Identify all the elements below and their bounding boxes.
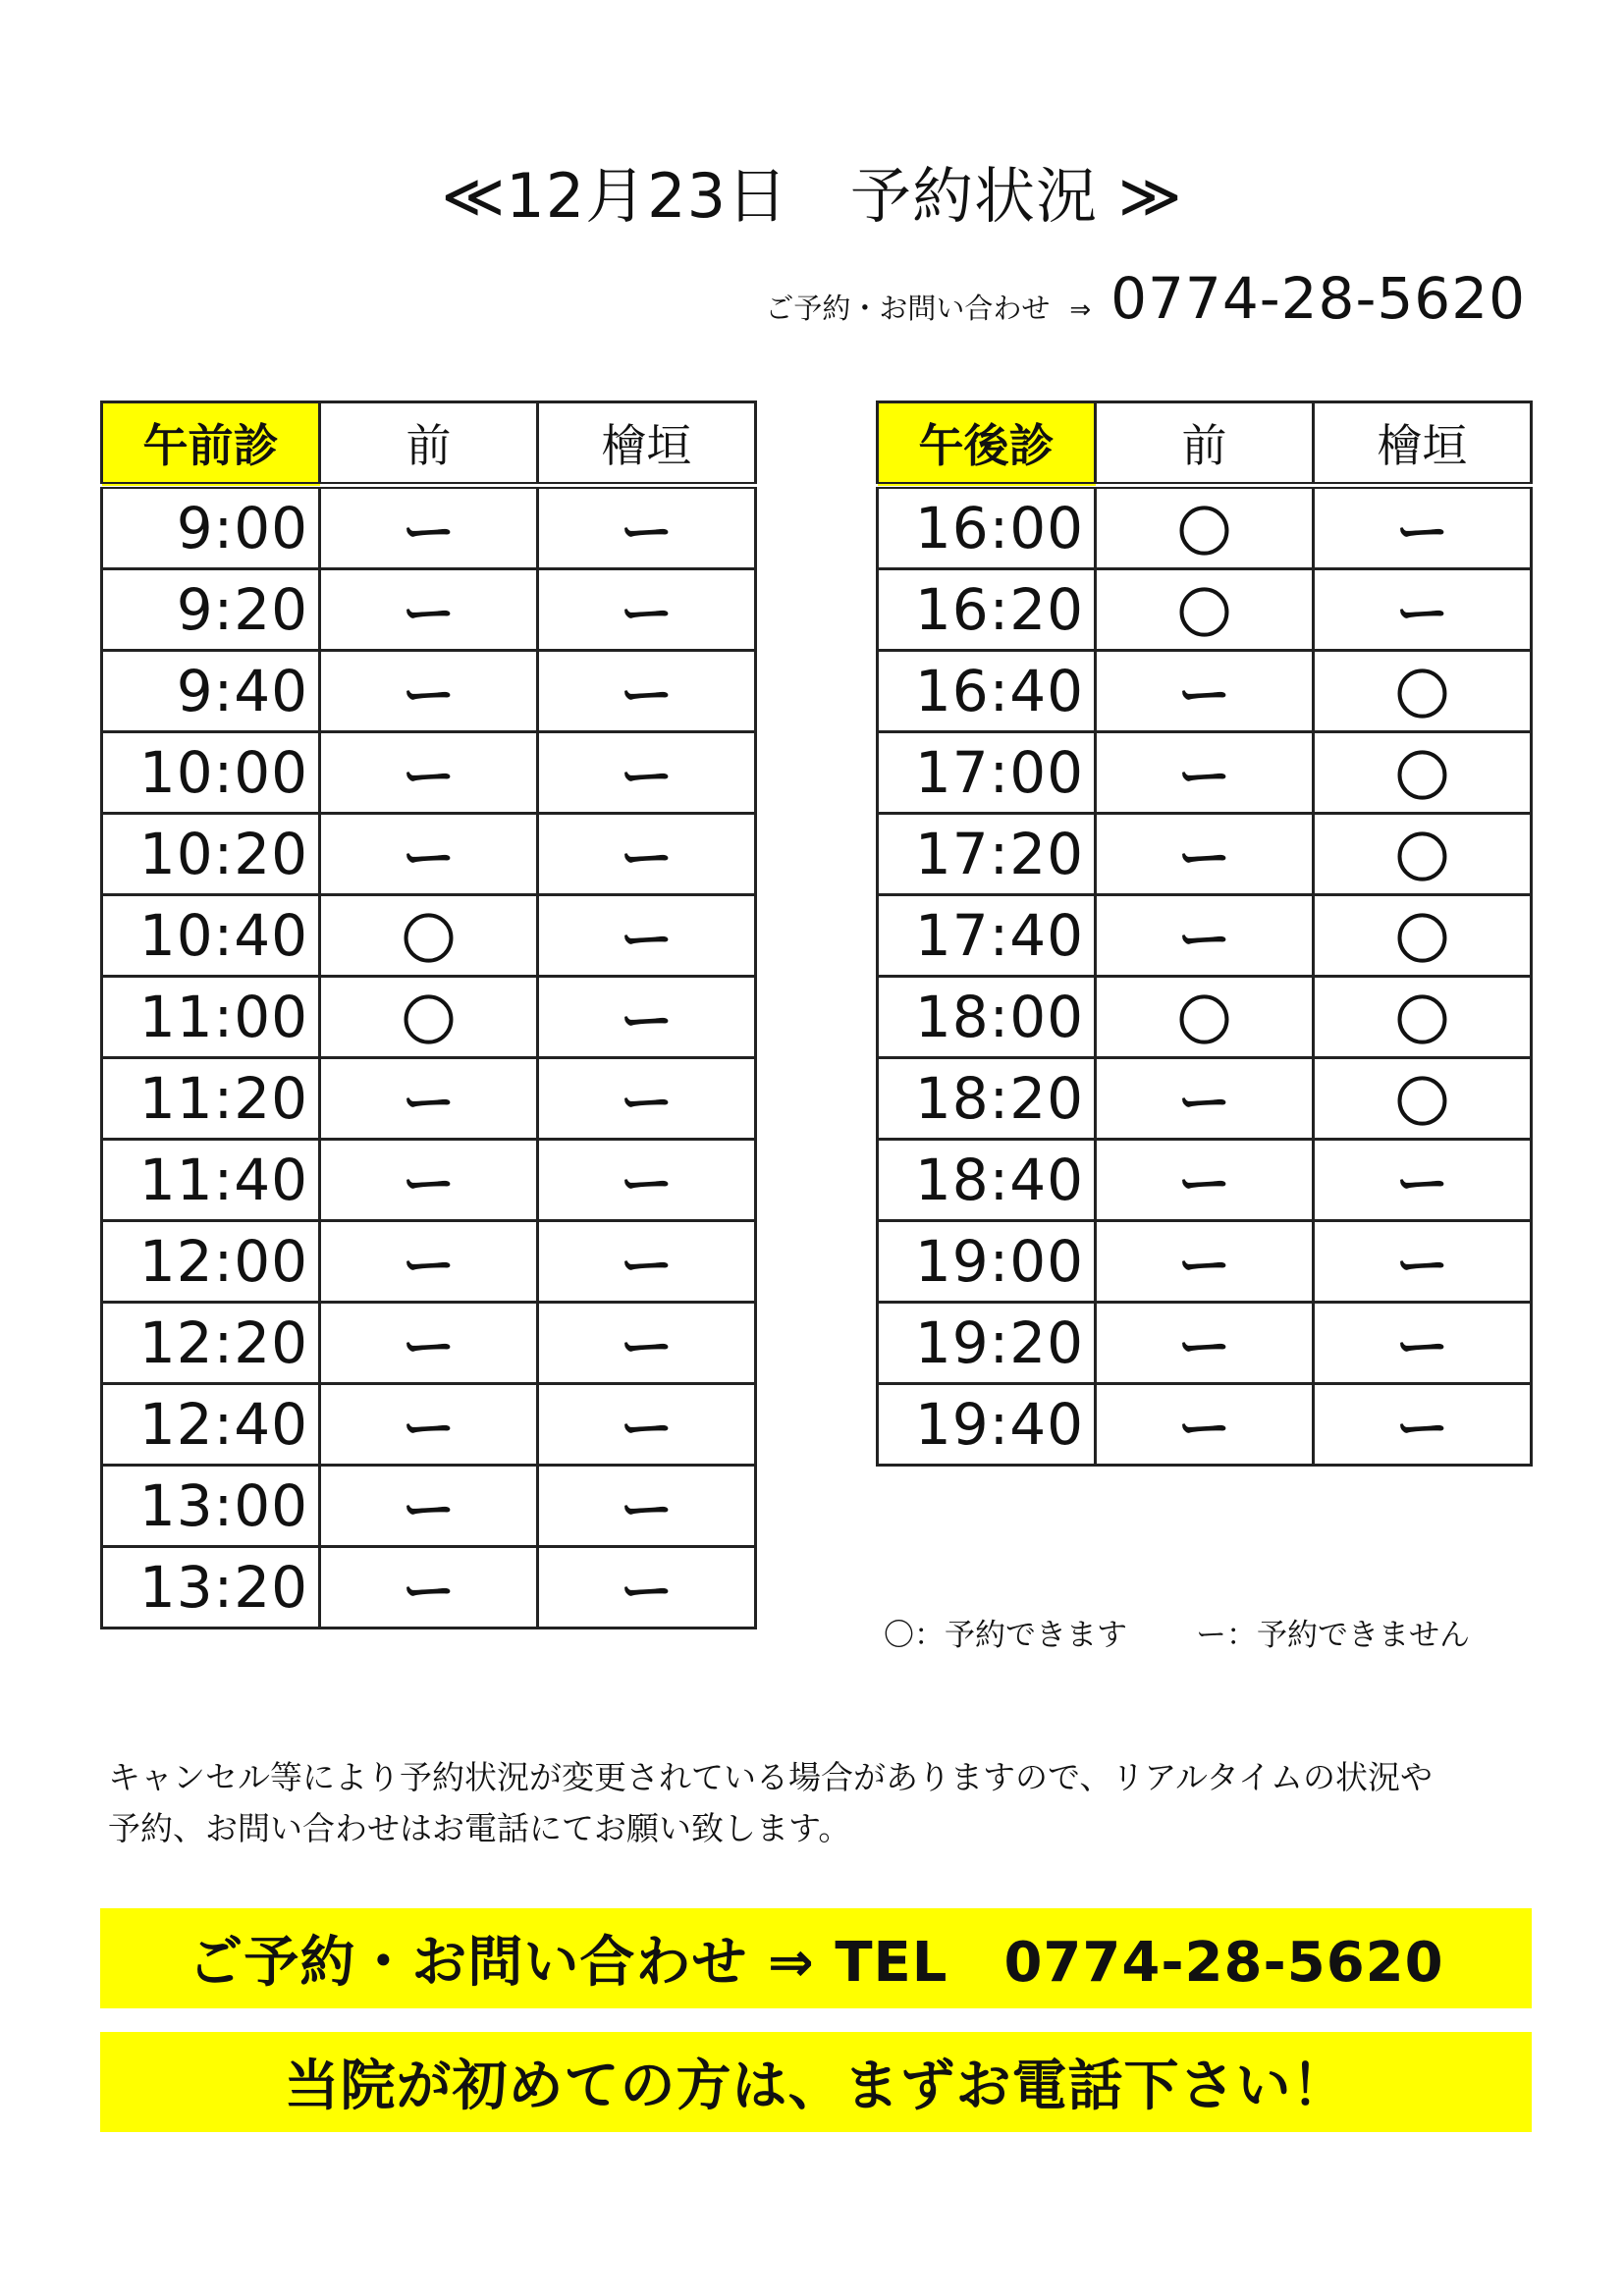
- contact-line: [765, 265, 1526, 334]
- table-row: [102, 1058, 756, 1140]
- table-row: [102, 732, 756, 814]
- time-cell: 19:40: [878, 1384, 1096, 1466]
- table-row: [102, 977, 756, 1058]
- availability-cell: ー: [1096, 651, 1314, 732]
- time-cell: 18:00: [878, 977, 1096, 1058]
- table-row: [878, 1221, 1532, 1303]
- time-cell: 12:20: [102, 1303, 320, 1384]
- availability-cell: 〇: [1314, 895, 1532, 977]
- availability-cell: ー: [1096, 895, 1314, 977]
- time-cell: 17:40: [878, 895, 1096, 977]
- page-title: ≪12月23日 予約状況 ≫: [441, 160, 1183, 232]
- time-cell: 10:20: [102, 814, 320, 895]
- availability-cell: ー: [320, 1221, 538, 1303]
- contact-phone[interactable]: 0774-28-5620: [1110, 265, 1526, 332]
- time-cell: 12:40: [102, 1384, 320, 1466]
- availability-cell: ー: [1314, 1221, 1532, 1303]
- availability-cell: ー: [1314, 1303, 1532, 1384]
- table-row: [878, 486, 1532, 569]
- time-cell: 12:00: [102, 1221, 320, 1303]
- availability-cell: ー: [538, 977, 756, 1058]
- availability-cell: 〇: [1314, 651, 1532, 732]
- table-row: [102, 1221, 756, 1303]
- availability-cell: ー: [1096, 1221, 1314, 1303]
- notice-line: 予約、お問い合わせはお電話にてお願い致します。: [108, 1809, 851, 1847]
- contact-banner-text: ご予約・お問い合わせ ⇒ TEL 0774-28-5620: [188, 1931, 1444, 1995]
- table-row: [878, 651, 1532, 732]
- availability-cell: ー: [538, 1384, 756, 1466]
- time-cell: 17:00: [878, 732, 1096, 814]
- table-row: [102, 1384, 756, 1466]
- time-cell: 13:00: [102, 1466, 320, 1547]
- time-cell: 19:20: [878, 1303, 1096, 1384]
- availability-cell: 〇: [1096, 569, 1314, 651]
- table-header-row: [102, 402, 756, 486]
- availability-cell: ー: [320, 1466, 538, 1547]
- availability-cell: ー: [538, 732, 756, 814]
- availability-cell: ー: [538, 1466, 756, 1547]
- time-cell: 10:40: [102, 895, 320, 977]
- availability-cell: ー: [320, 1058, 538, 1140]
- first-visit-banner-text: 当院が初めての方は、まずお電話下さい！: [284, 2055, 1348, 2118]
- availability-cell: ー: [320, 732, 538, 814]
- legend: [884, 1610, 1470, 1654]
- doctor-header-mae: 前: [320, 402, 538, 486]
- table-row: [102, 1140, 756, 1221]
- availability-cell: 〇: [1314, 814, 1532, 895]
- availability-cell: 〇: [1314, 977, 1532, 1058]
- table-row: [102, 486, 756, 569]
- availability-cell: ー: [1314, 1140, 1532, 1221]
- table-row: [878, 1303, 1532, 1384]
- doctor-header-higaki: 檜垣: [538, 402, 756, 486]
- table-row: [102, 814, 756, 895]
- availability-cell: ー: [1096, 1384, 1314, 1466]
- arrow-icon: ⇒: [1069, 295, 1092, 325]
- doctor-header-higaki: 檜垣: [1314, 402, 1532, 486]
- contact-label: ご予約・お問い合わせ: [765, 292, 1051, 325]
- time-cell: 11:20: [102, 1058, 320, 1140]
- availability-cell: ー: [1096, 732, 1314, 814]
- availability-cell: ー: [538, 569, 756, 651]
- time-cell: 9:20: [102, 569, 320, 651]
- availability-cell: ー: [320, 1303, 538, 1384]
- availability-cell: ー: [538, 651, 756, 732]
- table-row: [878, 895, 1532, 977]
- availability-cell: ー: [1314, 486, 1532, 569]
- table-header-row: [878, 402, 1532, 486]
- availability-cell: 〇: [320, 895, 538, 977]
- time-cell: 11:40: [102, 1140, 320, 1221]
- table-row: [878, 732, 1532, 814]
- time-cell: 16:40: [878, 651, 1096, 732]
- availability-cell: ー: [538, 1140, 756, 1221]
- availability-cell: 〇: [1314, 732, 1532, 814]
- time-cell: 16:00: [878, 486, 1096, 569]
- availability-cell: ー: [538, 486, 756, 569]
- availability-cell: ー: [538, 895, 756, 977]
- table-row: [878, 1384, 1532, 1466]
- availability-cell: ー: [320, 1384, 538, 1466]
- availability-cell: ー: [320, 814, 538, 895]
- time-cell: 17:20: [878, 814, 1096, 895]
- availability-cell: ー: [320, 1547, 538, 1629]
- availability-cell: ー: [538, 1058, 756, 1140]
- availability-cell: ー: [1314, 1384, 1532, 1466]
- contact-banner: [100, 1908, 1532, 2008]
- availability-cell: ー: [1096, 1140, 1314, 1221]
- table-row: [878, 977, 1532, 1058]
- notice-line: キャンセル等により予約状況が変更されている場合がありますので、リアルタイムの状況や: [108, 1758, 1434, 1796]
- time-cell: 10:00: [102, 732, 320, 814]
- table-row: [878, 1058, 1532, 1140]
- morning-schedule-table: [100, 400, 757, 1629]
- table-row: [878, 1140, 1532, 1221]
- availability-cell: ー: [1096, 1303, 1314, 1384]
- availability-cell: ー: [1096, 1058, 1314, 1140]
- availability-cell: 〇: [1314, 1058, 1532, 1140]
- first-visit-banner: [100, 2032, 1532, 2132]
- legend-available: 〇：予約できます: [884, 1618, 1127, 1653]
- availability-cell: ー: [320, 569, 538, 651]
- table-row: [878, 814, 1532, 895]
- session-header-morning: 午前診: [102, 402, 320, 486]
- table-row: [102, 1547, 756, 1629]
- time-cell: 18:40: [878, 1140, 1096, 1221]
- availability-cell: 〇: [1096, 977, 1314, 1058]
- availability-cell: ー: [538, 814, 756, 895]
- table-row: [102, 651, 756, 732]
- availability-cell: ー: [320, 486, 538, 569]
- availability-cell: 〇: [320, 977, 538, 1058]
- session-header-afternoon: 午後診: [878, 402, 1096, 486]
- availability-cell: ー: [320, 651, 538, 732]
- time-cell: 19:00: [878, 1221, 1096, 1303]
- time-cell: 11:00: [102, 977, 320, 1058]
- time-cell: 9:00: [102, 486, 320, 569]
- table-row: [102, 569, 756, 651]
- availability-cell: ー: [1314, 569, 1532, 651]
- table-row: [102, 895, 756, 977]
- time-cell: 9:40: [102, 651, 320, 732]
- afternoon-schedule-table: [876, 400, 1533, 1467]
- availability-cell: ー: [538, 1547, 756, 1629]
- table-row: [878, 569, 1532, 651]
- availability-cell: ー: [538, 1303, 756, 1384]
- table-row: [102, 1466, 756, 1547]
- doctor-header-mae: 前: [1096, 402, 1314, 486]
- table-row: [102, 1303, 756, 1384]
- time-cell: 13:20: [102, 1547, 320, 1629]
- availability-cell: 〇: [1096, 486, 1314, 569]
- availability-cell: ー: [320, 1140, 538, 1221]
- legend-unavailable: ー：予約できません: [1196, 1618, 1470, 1653]
- time-cell: 16:20: [878, 569, 1096, 651]
- time-cell: 18:20: [878, 1058, 1096, 1140]
- availability-cell: ー: [538, 1221, 756, 1303]
- notice-text: [108, 1752, 1542, 1854]
- availability-cell: ー: [1096, 814, 1314, 895]
